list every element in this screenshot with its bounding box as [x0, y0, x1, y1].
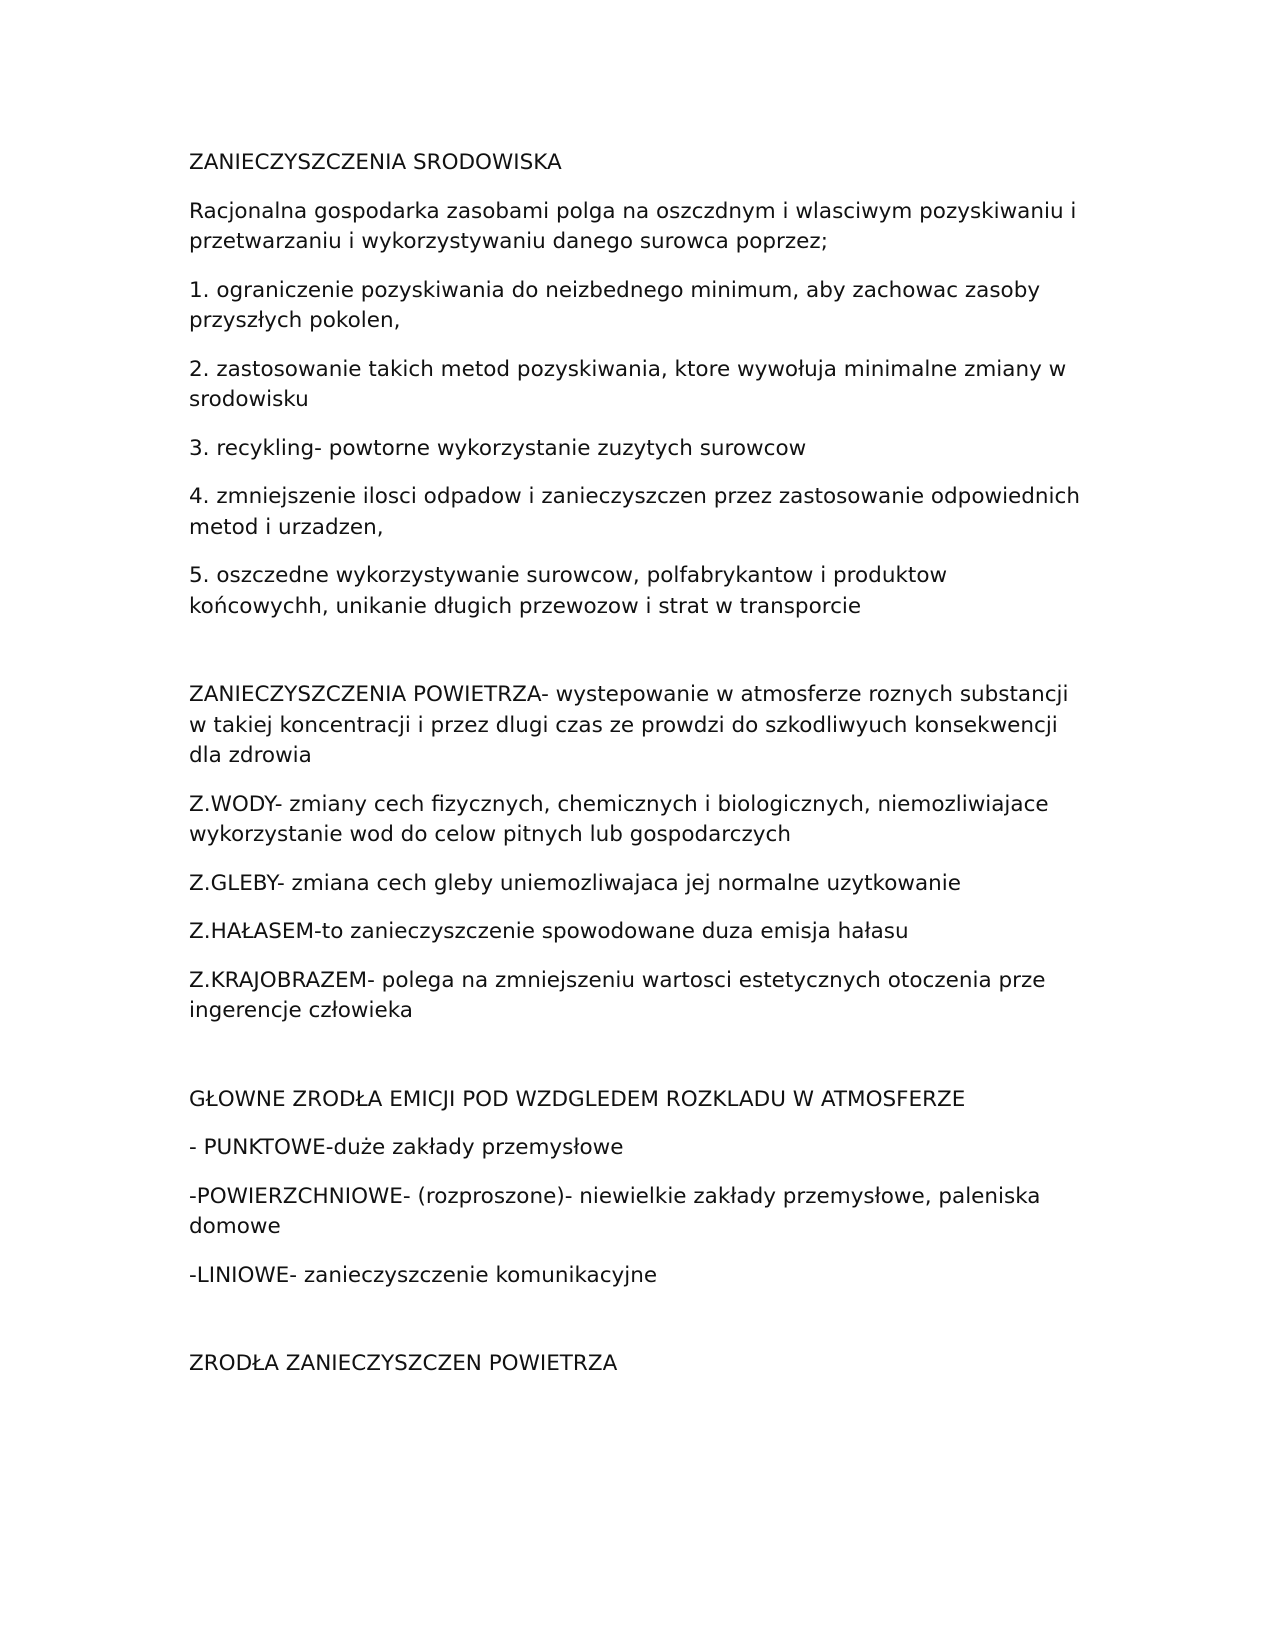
list-item-2: 2. zastosowanie takich metod pozyskiwania, ktore wywołuja minimalne zmiany w srodowisku	[189, 356, 1067, 412]
list-item-3: 3. recykling- powtorne wykorzystanie zuzytych surowcow	[189, 435, 807, 461]
air-pollution-sources-heading: ZRODŁA ZANIECZYSZCZEN POWIETRZA	[189, 1351, 618, 1376]
water-pollution-definition: Z.WODY- zmiany cech fizycznych, chemicznych i biologicznych, niemozliwiajace wykorzystanie wod do celow pitnych lub gospodarczych	[189, 791, 1049, 847]
line-sources-item: -LINIOWE- zanieczyszczenie komunikacyjne	[189, 1262, 658, 1288]
document-page	[189, 148, 1089, 1398]
area-sources-item: -POWIERZCHNIOWE- (rozproszone)- niewielkie zakłady przemysłowe, paleniska domowe	[189, 1183, 1041, 1239]
list-item-4: 4. zmniejszenie ilosci odpadow i zanieczyszczen przez zastosowanie odpowiednich metod i urzadzen,	[189, 484, 1080, 540]
emission-sources-heading: GŁOWNE ZRODŁA EMICJI POD WZDGLEDEM ROZKLADU W ATMOSFERZE	[189, 1086, 966, 1112]
noise-pollution-definition: Z.HAŁASEM-to zanieczyszczenie spowodowane duza emisja hałasu	[189, 919, 909, 944]
intro-paragraph: Racjonalna gospodarka zasobami polga na oszczdnym i wlasciwym pozyskiwaniu i przetwarzaniu i wykorzystywaniu danego surowca poprzez;	[189, 198, 1077, 254]
landscape-pollution-definition: Z.KRAJOBRAZEM- polega na zmniejszeniu wartosci estetycznych otoczenia prze ingerencje człowieka	[189, 967, 1046, 1023]
document-title: ZANIECZYSZCZENIA SRODOWISKA	[189, 150, 562, 175]
list-item-5: 5. oszczedne wykorzystywanie surowcow, polfabrykantow i produktow końcowychh, unikanie długich przewozow i strat w transporcie	[189, 563, 948, 619]
point-sources-item: - PUNKTOWE-duże zakłady przemysłowe	[189, 1135, 624, 1160]
list-item-1: 1. ograniczenie pozyskiwania do neizbednego minimum, aby zachowac zasoby przyszłych pokolen,	[189, 277, 1041, 333]
soil-pollution-definition: Z.GLEBY- zmiana cech gleby uniemozliwajaca jej normalne uzytkowanie	[189, 870, 961, 896]
air-pollution-definition: ZANIECZYSZCZENIA POWIETRZA- wystepowanie w atmosferze roznych substancji w takiej koncentracji i przez dlugi czas ze prowdzi do szkodliwyuch konsekwencji dla zdrowia	[189, 682, 1069, 768]
